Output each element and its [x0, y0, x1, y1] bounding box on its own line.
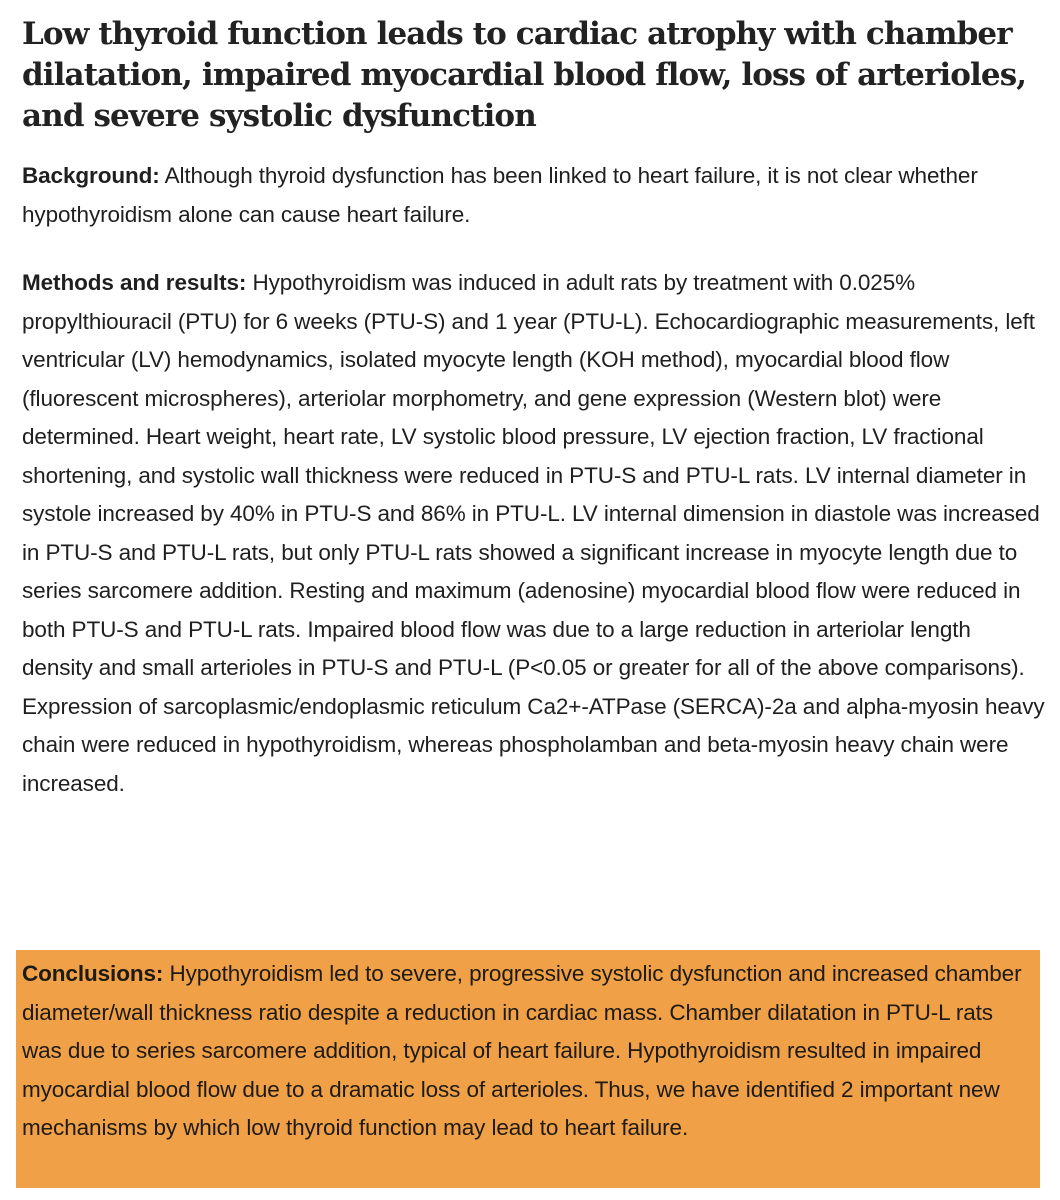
- methods-results-label: Methods and results:: [22, 270, 247, 295]
- conclusions-label: Conclusions:: [22, 961, 164, 986]
- background-text: Although thyroid dysfunction has been linked to heart failure, it is not clear whether hypothyroidism alone can cause heart failure.: [22, 163, 978, 227]
- conclusions-paragraph: [22, 955, 1037, 1148]
- background-paragraph: [22, 157, 1047, 234]
- article-title: Low thyroid function leads to cardiac atrophy with chamber dilatation, impaired myocardial blood flow, loss of arterioles, and severe systolic dysfunction: [22, 16, 1027, 134]
- conclusions-text: Hypothyroidism led to severe, progressive systolic dysfunction and increased chamber diameter/wall thickness ratio despite a reduction in cardiac mass. Chamber dilatation in PTU-L rats was due to series sarcomere addition, typical of heart failure. Hypothyroidism resulted in impaired myocardial blood flow due to a dramatic loss of arterioles. Thus, we have identified 2 important new mechanisms by which low thyroid function may lead to heart failure.: [22, 961, 1022, 1140]
- methods-results-text: Hypothyroidism was induced in adult rats by treatment with 0.025% propylthiouracil (PTU) for 6 weeks (PTU-S) and 1 year (PTU-L). Echocardiographic measurements, left ventricular (LV) hemodynamics, isolated myocyte length (KOH method), myocardial blood flow (fluorescent microspheres), arteriolar morphometry, and gene expression (Western blot) were determined. Heart weight, heart rate, LV systolic blood pressure, LV ejection fraction, LV fractional shortening, and systolic wall thickness were reduced in PTU-S and PTU-L rats. LV internal diameter in systole increased by 40% in PTU-S and 86% in PTU-L. LV internal dimension in diastole was increased in PTU-S and PTU-L rats, but only PTU-L rats showed a significant increase in myocyte length due to series sarcomere addition. Resting and maximum (adenosine) myocardial blood flow were reduced in both PTU-S and PTU-L rats. Impaired blood flow was due to a large reduction in arteriolar length density and small arterioles in PTU-S and PTU-L (P<0.05 or greater for all of the above comparisons). Expression of sarcoplasmic/endoplasmic reticulum Ca2+-ATPase (SERCA)-2a and alpha-myosin heavy chain were reduced in hypothyroidism, whereas phospholamban and beta-myosin heavy chain were increased.: [22, 270, 1045, 796]
- background-label: Background:: [22, 163, 160, 188]
- methods-results-paragraph: [22, 264, 1047, 803]
